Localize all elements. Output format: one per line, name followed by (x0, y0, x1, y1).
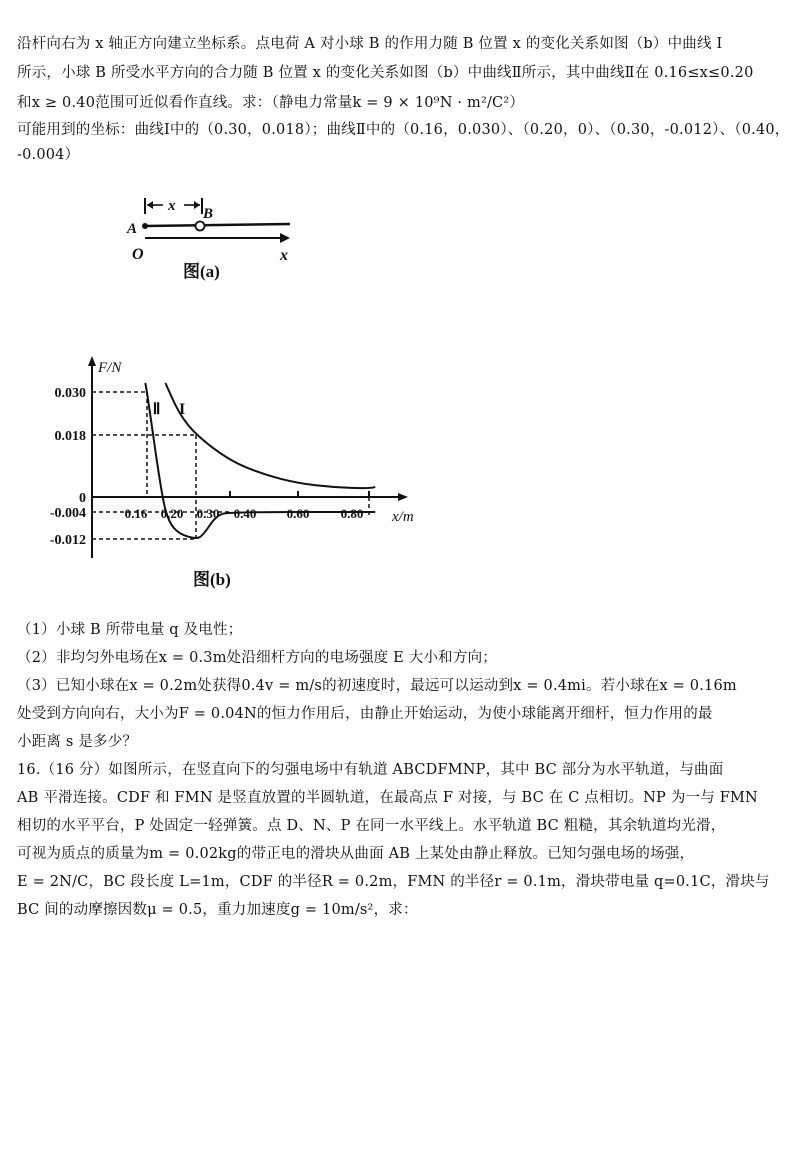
question-line: BC 间的动摩擦因数μ = 0.5，重力加速度g = 10m/s²，求： (17, 902, 418, 918)
question-line: 16.（16 分）如图所示，在竖直向下的匀强电场中有轨道 ABCDFMNP，其中 BC 部分为水平轨道，与曲面 (17, 762, 724, 778)
figure-a-caption: 图(a) (183, 262, 220, 281)
question-line: 相切的水平平台，P 处固定一轻弹簧。点 D、N、P 在同一水平线上。水平轨道 BC 粗糙，其余轨道均光滑， (17, 818, 726, 834)
x-tick-label: 0.16 (124, 506, 148, 521)
question-line: AB 平滑连接。CDF 和 FMN 是竖直放置的半圆轨道，在最高点 F 对接，与 BC 在 C 点相切。NP 为一与 FMN (17, 790, 758, 806)
y-tick-label: 0 (79, 491, 86, 506)
intro-line: 沿杆向右为 x 轴正方向建立坐标系。点电荷 A 对小球 B 的作用力随 B 位置 x 的变化关系如图（b）中曲线 I (17, 36, 723, 52)
x-tick-label: 0.80 (340, 506, 364, 521)
question-line: （2）非均匀外电场在x = 0.3m处沿细杆方向的电场强度 E 大小和方向； (17, 650, 497, 666)
y-tick-label: 0.030 (54, 386, 86, 401)
question-line: （1）小球 B 所带电量 q 及电性； (17, 622, 243, 638)
x-axis-label: x/m (392, 509, 414, 525)
intro-line: -0.004） (17, 147, 80, 163)
question-line: （3）已知小球在x = 0.2m处获得0.4v = m/s的初速度时，最远可以运动到x = 0.4mi。若小球在x = 0.16m (17, 678, 737, 694)
y-tick-label: 0.018 (54, 429, 86, 444)
question-line: E = 2N/C，BC 段长度 L=1m，CDF 的半径R = 0.2m，FMN 的半径r = 0.1m，滑块带电量 q=0.1C，滑块与 (17, 874, 770, 890)
y-tick-label: -0.012 (49, 533, 86, 548)
dim-label-x: x (168, 198, 176, 214)
question-line: 小距离 s 是多少？ (17, 734, 138, 750)
x-tick-label: 0.30 (196, 506, 220, 521)
figure-b-caption: 图(b) (193, 570, 231, 589)
label-o: O (132, 246, 144, 263)
x-tick-label: 0.40 (233, 506, 257, 521)
intro-line: 所示，小球 B 所受水平方向的合力随 B 位置 x 的变化关系如图（b）中曲线Ⅱ所示，其中曲线Ⅱ在 0.16≤x≤0.20 (17, 65, 754, 81)
y-axis-arrow-icon (88, 356, 96, 366)
label-b: B (203, 206, 214, 222)
intro-line: 可能用到的坐标：曲线I中的（0.30，0.018）；曲线Ⅱ中的（0.16，0.030）、（0.20，0）、（0.30，-0.012）、（0.40， (17, 122, 790, 138)
y-tick-label: -0.004 (49, 506, 86, 521)
curve-label: I (179, 400, 186, 418)
question-line: 可视为质点的质量为m = 0.02kg的带正电的滑块从曲面 AB 上某处由静止释放。已知匀强电场的场强， (17, 846, 695, 862)
intro-line: 和x ≥ 0.40范围可近似看作直线。求：（静电力常量k = 9 × 10⁹N · m²/C²） (17, 95, 525, 111)
x-axis-arrow-icon (398, 493, 408, 501)
label-a: A (127, 221, 138, 237)
label-x-axis: x (280, 247, 288, 264)
x-tick-label: 0.60 (286, 506, 310, 521)
x-tick-label: 0.20 (160, 506, 184, 521)
curve-i (165, 383, 375, 488)
curve-label: Ⅱ (152, 400, 161, 418)
y-axis-label: F/N (98, 360, 122, 376)
question-line: 处受到方向向右，大小为F = 0.04N的恒力作用后，由静止开始运动，为使小球能离开细杆，恒力作用的最 (17, 706, 713, 722)
